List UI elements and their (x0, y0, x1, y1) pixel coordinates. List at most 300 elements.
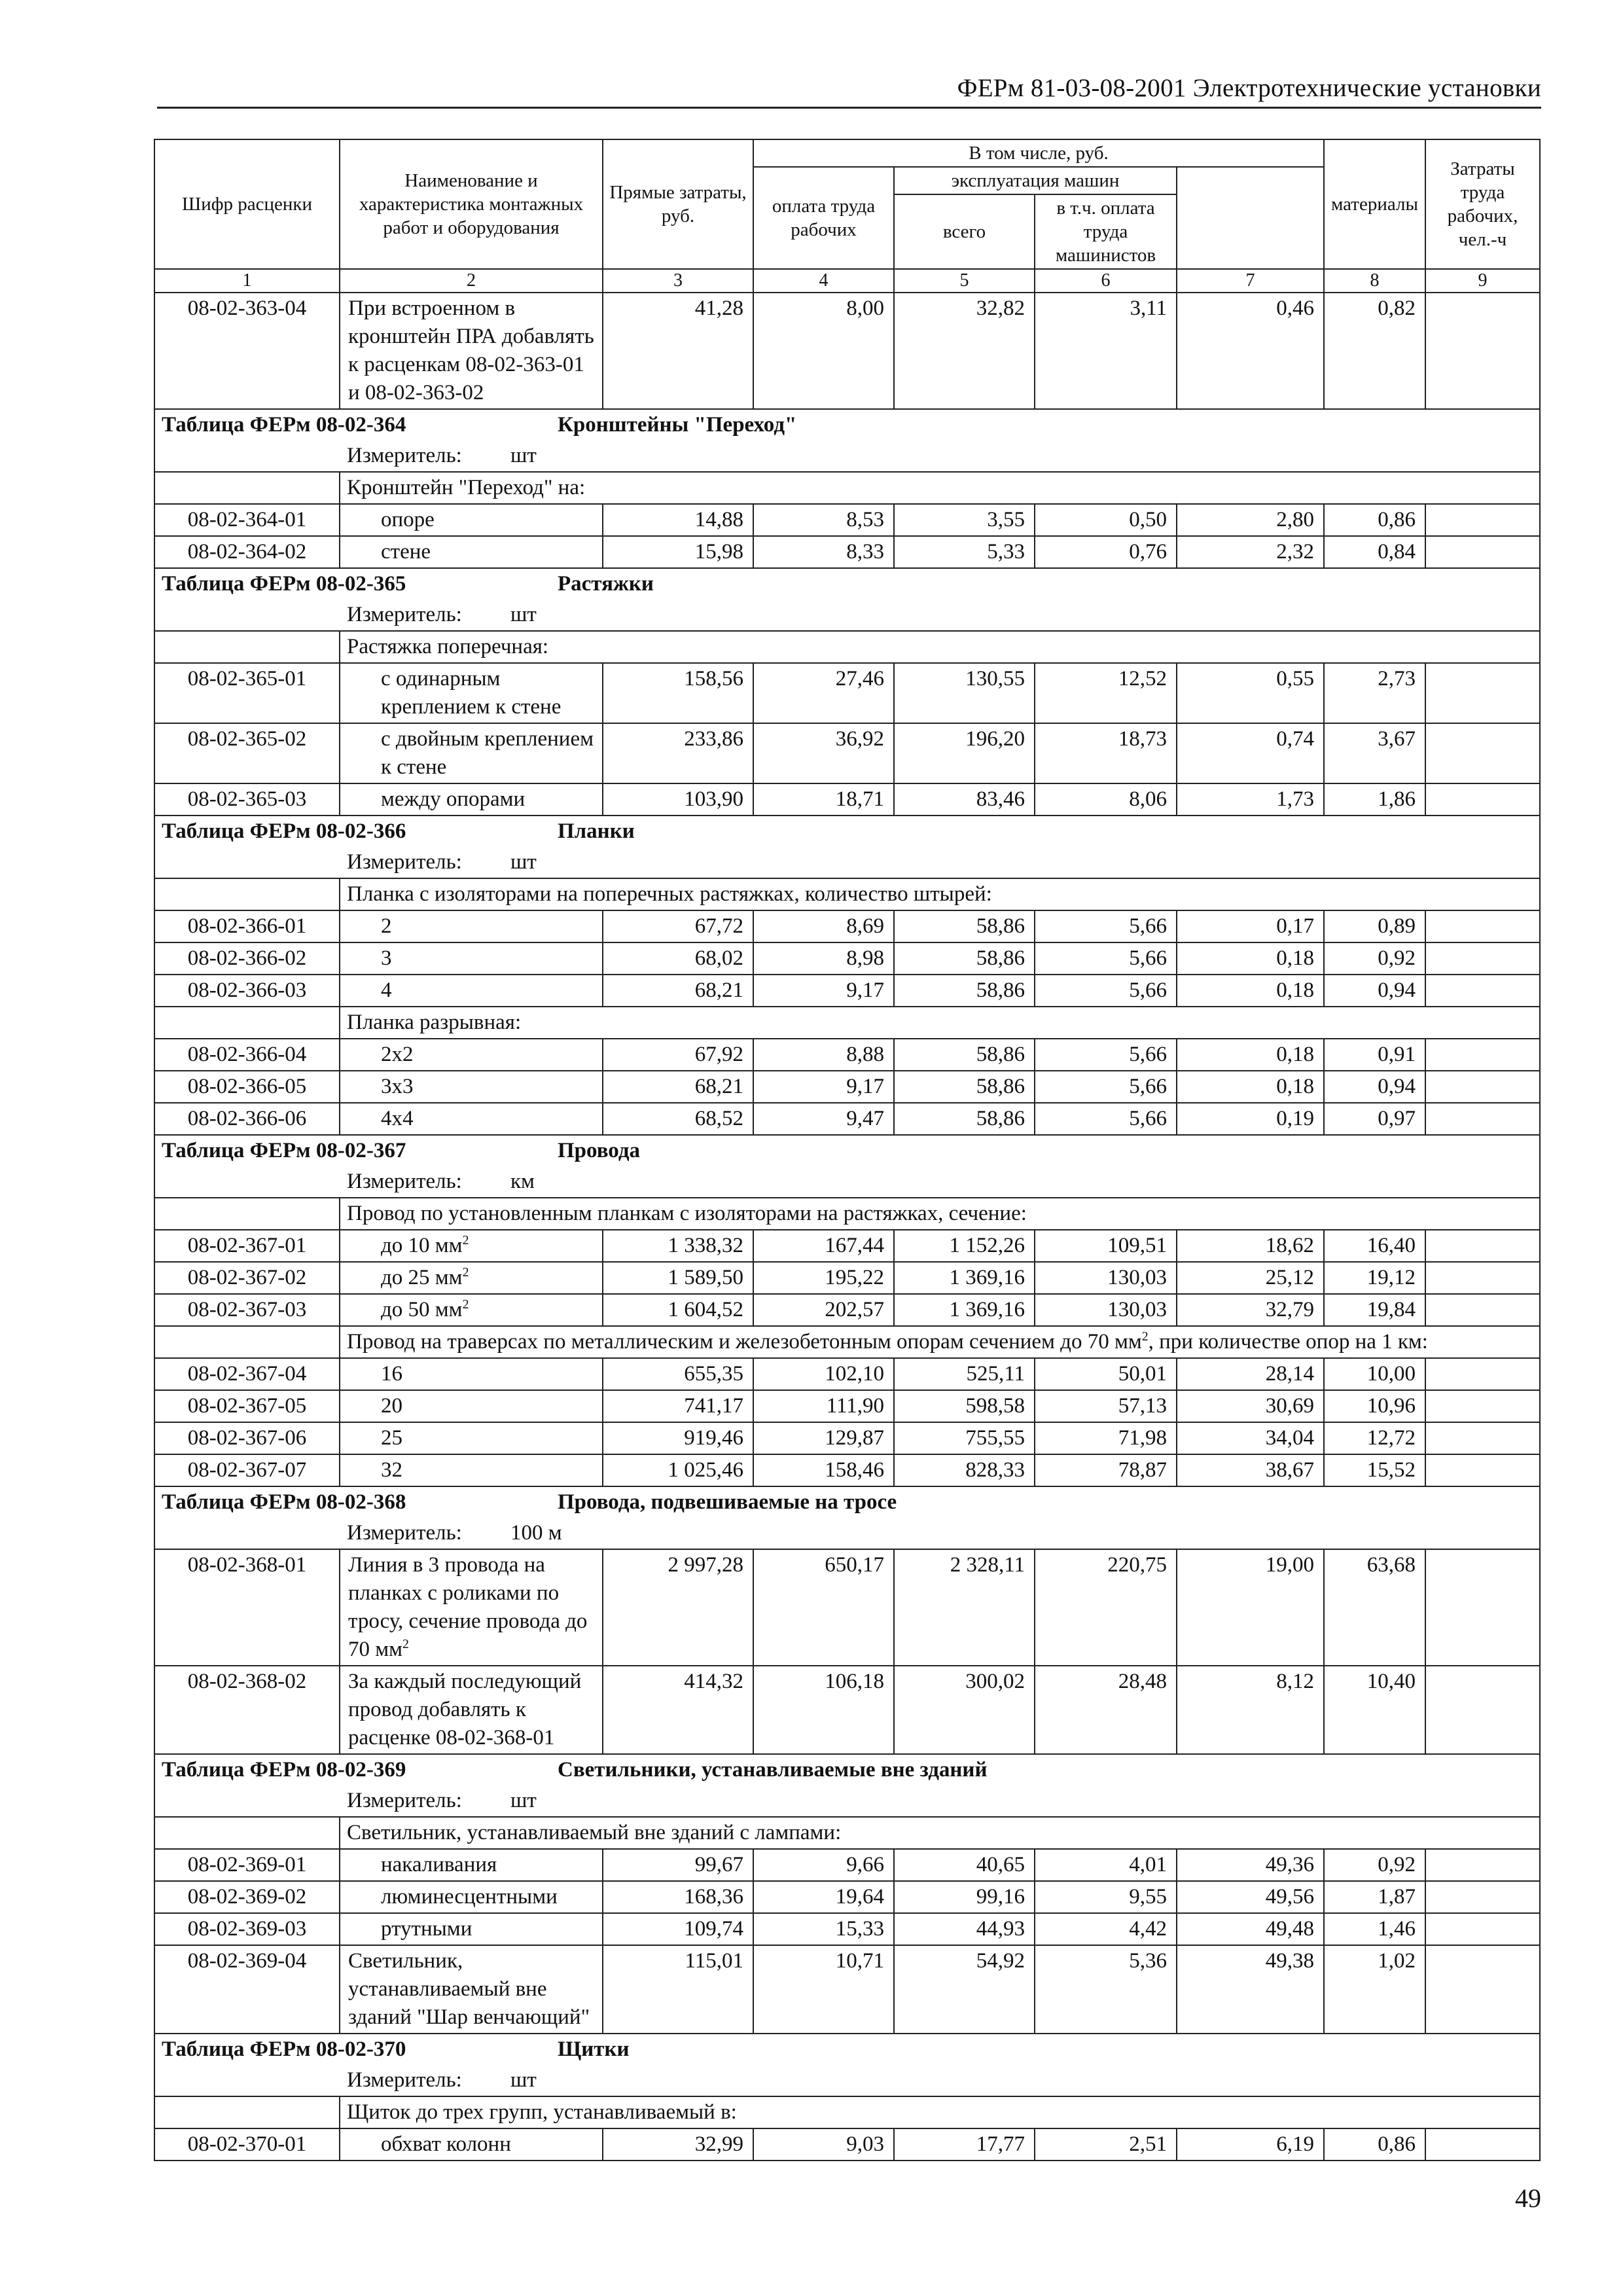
rate-code: 08-02-368-01 (154, 1549, 340, 1666)
machine-total: 32,82 (894, 293, 1035, 409)
direct-cost: 99,67 (603, 1849, 753, 1881)
measure-unit: км (510, 1170, 535, 1193)
group-label-text: Провод на траверсах по металлическим и железобетонным опорам сечением до 70 мм (347, 1330, 1142, 1354)
subtable-label: Таблица ФЕРм 08-02-364 (162, 413, 406, 437)
machine-total: 3,55 (894, 504, 1035, 536)
equipment-mass (1425, 723, 1540, 783)
work-name-text: люминесцентными (381, 1885, 558, 1909)
labor-hours: 10,96 (1324, 1390, 1425, 1422)
subtable-label: Таблица ФЕРм 08-02-369 (162, 1758, 406, 1782)
table-header (154, 139, 1540, 293)
work-name-text: с одинарным креплением к стене (381, 667, 562, 719)
table-row (154, 1849, 1540, 1881)
direct-cost: 68,52 (603, 1103, 753, 1135)
table-row (154, 504, 1540, 536)
work-name (340, 1666, 603, 1754)
machinist-wages: 109,51 (1035, 1230, 1177, 1262)
materials-cost: 25,12 (1177, 1262, 1324, 1294)
subtable-title (154, 1486, 1540, 1518)
labor-hours: 10,00 (1324, 1358, 1425, 1390)
work-name-text: стене (381, 540, 431, 564)
subtable-title (154, 1135, 1540, 1166)
worker-wages: 10,71 (753, 1945, 894, 2034)
subtable-title (154, 816, 1540, 847)
measure-cell (154, 1166, 1540, 1198)
rate-code: 08-02-365-01 (154, 663, 340, 723)
worker-wages: 106,18 (753, 1666, 894, 1754)
machinist-wages: 5,66 (1035, 1071, 1177, 1103)
equipment-mass (1425, 1881, 1540, 1913)
materials-cost: 8,12 (1177, 1666, 1324, 1754)
materials-cost: 19,00 (1177, 1549, 1324, 1666)
measure-cell (154, 1518, 1540, 1549)
machinist-wages: 5,66 (1035, 1103, 1177, 1135)
machinist-wages: 9,55 (1035, 1881, 1177, 1913)
page-number: 49 (1515, 2183, 1541, 2213)
equipment-mass (1425, 1358, 1540, 1390)
subtable-label: Таблица ФЕРм 08-02-367 (162, 1139, 406, 1162)
machinist-wages: 57,13 (1035, 1390, 1177, 1422)
rate-code: 08-02-367-05 (154, 1390, 340, 1422)
worker-wages: 202,57 (753, 1294, 894, 1326)
materials-cost: 2,32 (1177, 536, 1324, 568)
rate-code: 08-02-366-03 (154, 975, 340, 1007)
work-name (340, 1881, 603, 1913)
machine-total: 83,46 (894, 783, 1035, 816)
group-code-cell (154, 1007, 340, 1039)
measure-row (154, 1518, 1540, 1549)
machine-total: 40,65 (894, 1849, 1035, 1881)
work-name (340, 663, 603, 723)
rate-code: 08-02-366-01 (154, 910, 340, 942)
work-name (340, 1945, 603, 2034)
table-row (154, 1390, 1540, 1422)
direct-cost: 2 997,28 (603, 1549, 753, 1666)
price-table (154, 139, 1541, 2161)
group-label (340, 631, 1540, 663)
worker-wages: 18,71 (753, 783, 894, 816)
worker-wages: 8,88 (753, 1039, 894, 1071)
labor-hours: 0,91 (1324, 1039, 1425, 1071)
rate-code: 08-02-367-07 (154, 1454, 340, 1486)
measure-cell (154, 847, 1540, 878)
rate-code: 08-02-369-04 (154, 1945, 340, 2034)
header-rule (157, 107, 1541, 109)
group-row (154, 2096, 1540, 2128)
subtable-name: Кронштейны "Переход" (558, 413, 797, 437)
worker-wages: 8,33 (753, 536, 894, 568)
group-label (340, 2096, 1540, 2128)
labor-hours: 19,84 (1324, 1294, 1425, 1326)
labor-hours: 0,84 (1324, 536, 1425, 568)
work-name (340, 1913, 603, 1945)
materials-cost: 30,69 (1177, 1390, 1324, 1422)
direct-cost: 68,21 (603, 975, 753, 1007)
group-code-cell (154, 1198, 340, 1230)
table-row (154, 783, 1540, 816)
materials-cost: 6,19 (1177, 2128, 1324, 2161)
table-row (154, 1039, 1540, 1071)
work-name (340, 723, 603, 783)
rate-code: 08-02-365-03 (154, 783, 340, 816)
rate-code: 08-02-369-01 (154, 1849, 340, 1881)
machine-total: 598,58 (894, 1390, 1035, 1422)
subtable-title-row (154, 1135, 1540, 1166)
work-name (340, 942, 603, 975)
machinist-wages: 130,03 (1035, 1262, 1177, 1294)
table-row (154, 2128, 1540, 2161)
measure-row (154, 440, 1540, 472)
labor-hours: 0,94 (1324, 1071, 1425, 1103)
work-name-superscript: 2 (462, 1265, 469, 1280)
equipment-mass (1425, 293, 1540, 409)
group-label-text: Растяжка поперечная: (347, 635, 549, 658)
labor-hours: 1,02 (1324, 1945, 1425, 2034)
subtable-name: Щитки (558, 2037, 630, 2061)
measure-row (154, 847, 1540, 878)
worker-wages: 8,00 (753, 293, 894, 409)
labor-hours: 0,89 (1324, 910, 1425, 942)
machine-total: 828,33 (894, 1454, 1035, 1486)
worker-wages: 9,17 (753, 975, 894, 1007)
worker-wages: 15,33 (753, 1913, 894, 1945)
work-name-text: 32 (381, 1458, 402, 1482)
rate-code: 08-02-363-04 (154, 293, 340, 409)
direct-cost: 919,46 (603, 1422, 753, 1454)
materials-cost: 0,18 (1177, 1039, 1324, 1071)
direct-cost: 158,56 (603, 663, 753, 723)
table-row (154, 1666, 1540, 1754)
group-label-text: Щиток до трех групп, устанавливаемый в: (347, 2100, 737, 2124)
equipment-mass (1425, 910, 1540, 942)
group-label (340, 1007, 1540, 1039)
direct-cost: 67,92 (603, 1039, 753, 1071)
machinist-wages: 78,87 (1035, 1454, 1177, 1486)
col-header-code: Шифр расценки (154, 139, 340, 269)
group-label (340, 878, 1540, 910)
measure-row (154, 1166, 1540, 1198)
labor-hours: 0,97 (1324, 1103, 1425, 1135)
labor-hours: 63,68 (1324, 1549, 1425, 1666)
work-name-text: 2x2 (381, 1043, 414, 1066)
measure-label: Измеритель: (347, 1521, 462, 1545)
work-name-text: опоре (381, 508, 435, 531)
subtable-title-row (154, 568, 1540, 600)
subtable-title-row (154, 1486, 1540, 1518)
work-name-text: ртутными (381, 1917, 473, 1941)
equipment-mass (1425, 1390, 1540, 1422)
work-name-text: до 25 мм (381, 1266, 463, 1289)
group-label (340, 1817, 1540, 1849)
direct-cost: 14,88 (603, 504, 753, 536)
table-row (154, 975, 1540, 1007)
measure-unit: 100 м (510, 1521, 562, 1545)
direct-cost: 109,74 (603, 1913, 753, 1945)
work-name (340, 1390, 603, 1422)
table-row (154, 536, 1540, 568)
work-name-text: За каждый последующий провод добавлять к расценке 08-02-368-01 (348, 1670, 582, 1749)
equipment-mass (1425, 1071, 1540, 1103)
col-number: 2 (340, 269, 603, 293)
measure-unit: шт (510, 1789, 537, 1812)
subtable-title-row (154, 1754, 1540, 1785)
group-label-text: Планка с изоляторами на поперечных растяжках, количество штырей: (347, 882, 992, 906)
work-name (340, 2128, 603, 2161)
rate-code: 08-02-366-02 (154, 942, 340, 975)
equipment-mass (1425, 1294, 1540, 1326)
equipment-mass (1425, 1422, 1540, 1454)
subtable-label: Таблица ФЕРм 08-02-366 (162, 819, 406, 843)
direct-cost: 41,28 (603, 293, 753, 409)
col-header-including: В том числе, руб. (753, 139, 1324, 167)
table-row (154, 663, 1540, 723)
measure-unit: шт (510, 444, 537, 467)
group-row (154, 878, 1540, 910)
rate-code: 08-02-364-02 (154, 536, 340, 568)
worker-wages: 8,98 (753, 942, 894, 975)
machinist-wages: 12,52 (1035, 663, 1177, 723)
subtable-title (154, 568, 1540, 600)
subtable-label: Таблица ФЕРм 08-02-368 (162, 1490, 406, 1514)
labor-hours: 0,94 (1324, 975, 1425, 1007)
rate-code: 08-02-369-02 (154, 1881, 340, 1913)
worker-wages: 102,10 (753, 1358, 894, 1390)
rate-code: 08-02-367-03 (154, 1294, 340, 1326)
materials-cost: 2,80 (1177, 504, 1324, 536)
materials-cost: 49,36 (1177, 1849, 1324, 1881)
work-name-text: При встроенном в кронштейн ПРА добавлять к расценкам 08-02-363-01 и 08-02-363-02 (348, 296, 594, 404)
labor-hours: 1,46 (1324, 1913, 1425, 1945)
group-label-superscript: 2 (1141, 1329, 1149, 1344)
measure-unit: шт (510, 603, 537, 626)
direct-cost: 168,36 (603, 1881, 753, 1913)
work-name-text: накаливания (381, 1853, 497, 1876)
equipment-mass (1425, 1230, 1540, 1262)
machine-total: 58,86 (894, 910, 1035, 942)
machine-total: 755,55 (894, 1422, 1035, 1454)
direct-cost: 414,32 (603, 1666, 753, 1754)
labor-hours: 1,86 (1324, 783, 1425, 816)
work-name (340, 910, 603, 942)
materials-cost: 0,17 (1177, 910, 1324, 942)
group-row (154, 1326, 1540, 1358)
col-header-direct: Прямые затраты, руб. (603, 139, 753, 269)
machine-total: 196,20 (894, 723, 1035, 783)
labor-hours: 10,40 (1324, 1666, 1425, 1754)
work-name-text: между опорами (381, 787, 526, 811)
subtable-label: Таблица ФЕРм 08-02-370 (162, 2037, 406, 2061)
measure-label: Измеритель: (347, 2068, 462, 2092)
machinist-wages: 71,98 (1035, 1422, 1177, 1454)
table-row (154, 723, 1540, 783)
work-name (340, 1454, 603, 1486)
table-row (154, 1294, 1540, 1326)
worker-wages: 158,46 (753, 1454, 894, 1486)
materials-cost: 34,04 (1177, 1422, 1324, 1454)
labor-hours: 0,92 (1324, 942, 1425, 975)
group-row (154, 1198, 1540, 1230)
equipment-mass (1425, 2128, 1540, 2161)
work-name (340, 504, 603, 536)
col-header-machines: эксплуатация машин (894, 167, 1177, 194)
machinist-wages: 8,06 (1035, 783, 1177, 816)
group-row (154, 631, 1540, 663)
machine-total: 58,86 (894, 942, 1035, 975)
worker-wages: 9,66 (753, 1849, 894, 1881)
materials-cost: 0,18 (1177, 1071, 1324, 1103)
subtable-title (154, 2034, 1540, 2065)
worker-wages: 9,17 (753, 1071, 894, 1103)
labor-hours: 0,82 (1324, 293, 1425, 409)
materials-cost: 0,18 (1177, 942, 1324, 975)
group-label-text: Провод по установленным планкам с изоляторами на растяжках, сечение: (347, 1202, 1027, 1225)
measure-label: Измеритель: (347, 850, 462, 874)
work-name (340, 975, 603, 1007)
labor-hours: 1,87 (1324, 1881, 1425, 1913)
rate-code: 08-02-365-02 (154, 723, 340, 783)
machine-total: 58,86 (894, 975, 1035, 1007)
col-number: 9 (1425, 269, 1540, 293)
machinist-wages: 4,01 (1035, 1849, 1177, 1881)
machine-total: 130,55 (894, 663, 1035, 723)
subtable-name: Провода (558, 1139, 641, 1162)
worker-wages: 27,46 (753, 663, 894, 723)
equipment-mass (1425, 1666, 1540, 1754)
equipment-mass (1425, 663, 1540, 723)
table-row (154, 942, 1540, 975)
direct-cost: 15,98 (603, 536, 753, 568)
materials-cost: 49,48 (1177, 1913, 1324, 1945)
group-label (340, 1198, 1540, 1230)
direct-cost: 103,90 (603, 783, 753, 816)
materials-cost: 28,14 (1177, 1358, 1324, 1390)
work-name-superscript: 2 (402, 1637, 409, 1651)
measure-label: Измеритель: (347, 603, 462, 626)
worker-wages: 9,47 (753, 1103, 894, 1135)
equipment-mass (1425, 975, 1540, 1007)
materials-cost: 32,79 (1177, 1294, 1324, 1326)
worker-wages: 36,92 (753, 723, 894, 783)
measure-cell (154, 2065, 1540, 2096)
materials-cost: 49,56 (1177, 1881, 1324, 1913)
col-number: 8 (1324, 269, 1425, 293)
work-name (340, 1103, 603, 1135)
work-name-text: 16 (381, 1362, 402, 1386)
group-code-cell (154, 1817, 340, 1849)
work-name-text: 2 (381, 914, 392, 938)
worker-wages: 8,53 (753, 504, 894, 536)
work-name (340, 1549, 603, 1666)
materials-cost: 18,62 (1177, 1230, 1324, 1262)
table-row (154, 1913, 1540, 1945)
direct-cost: 655,35 (603, 1358, 753, 1390)
measure-row (154, 600, 1540, 631)
worker-wages: 650,17 (753, 1549, 894, 1666)
direct-cost: 1 025,46 (603, 1454, 753, 1486)
subtable-title-row (154, 816, 1540, 847)
subtable-name: Планки (558, 819, 635, 843)
group-code-cell (154, 472, 340, 504)
equipment-mass (1425, 1454, 1540, 1486)
table-row (154, 1881, 1540, 1913)
machine-total: 17,77 (894, 2128, 1035, 2161)
rate-code: 08-02-367-04 (154, 1358, 340, 1390)
machine-total: 58,86 (894, 1071, 1035, 1103)
measure-cell (154, 440, 1540, 472)
work-name (340, 293, 603, 409)
work-name (340, 1358, 603, 1390)
col-header-labor: Затраты труда рабочих, чел.-ч (1425, 139, 1540, 269)
worker-wages: 8,69 (753, 910, 894, 942)
rate-code: 08-02-368-02 (154, 1666, 340, 1754)
work-name-text: 20 (381, 1394, 402, 1418)
machinist-wages: 5,66 (1035, 1039, 1177, 1071)
machinist-wages: 5,66 (1035, 975, 1177, 1007)
subtable-title (154, 409, 1540, 440)
table-row (154, 1358, 1540, 1390)
measure-row (154, 1785, 1540, 1817)
table-row (154, 1549, 1540, 1666)
machine-total: 1 369,16 (894, 1262, 1035, 1294)
machinist-wages: 130,03 (1035, 1294, 1177, 1326)
rate-code: 08-02-369-03 (154, 1913, 340, 1945)
machinist-wages: 5,66 (1035, 942, 1177, 975)
equipment-mass (1425, 1103, 1540, 1135)
work-name (340, 1849, 603, 1881)
machine-total: 58,86 (894, 1103, 1035, 1135)
group-code-cell (154, 631, 340, 663)
group-label-text: Светильник, устанавливаемый вне зданий с лампами: (347, 1821, 842, 1844)
work-name (340, 1422, 603, 1454)
equipment-mass (1425, 536, 1540, 568)
equipment-mass (1425, 942, 1540, 975)
materials-cost: 0,19 (1177, 1103, 1324, 1135)
subtable-name: Светильники, устанавливаемые вне зданий (558, 1758, 988, 1782)
machinist-wages: 18,73 (1035, 723, 1177, 783)
labor-hours: 15,52 (1324, 1454, 1425, 1486)
direct-cost: 115,01 (603, 1945, 753, 2034)
group-code-cell (154, 1326, 340, 1358)
col-number: 3 (603, 269, 753, 293)
rate-code: 08-02-367-01 (154, 1230, 340, 1262)
equipment-mass (1425, 1549, 1540, 1666)
col-number: 6 (1035, 269, 1177, 293)
machine-total: 99,16 (894, 1881, 1035, 1913)
machine-total: 300,02 (894, 1666, 1035, 1754)
table-row (154, 1103, 1540, 1135)
labor-hours: 2,73 (1324, 663, 1425, 723)
measure-label: Измеритель: (347, 1789, 462, 1812)
rate-code: 08-02-366-06 (154, 1103, 340, 1135)
materials-cost: 1,73 (1177, 783, 1324, 816)
labor-hours: 0,86 (1324, 2128, 1425, 2161)
table-row (154, 1262, 1540, 1294)
machine-total: 2 328,11 (894, 1549, 1035, 1666)
labor-hours: 0,86 (1324, 504, 1425, 536)
col-number: 4 (753, 269, 894, 293)
worker-wages: 195,22 (753, 1262, 894, 1294)
group-row (154, 472, 1540, 504)
table-body (154, 293, 1540, 2161)
measure-unit: шт (510, 2068, 537, 2092)
direct-cost: 1 589,50 (603, 1262, 753, 1294)
machine-total: 525,11 (894, 1358, 1035, 1390)
work-name (340, 783, 603, 816)
work-name (340, 1039, 603, 1071)
equipment-mass (1425, 783, 1540, 816)
subtable-title (154, 1754, 1540, 1785)
group-label (340, 1326, 1540, 1358)
